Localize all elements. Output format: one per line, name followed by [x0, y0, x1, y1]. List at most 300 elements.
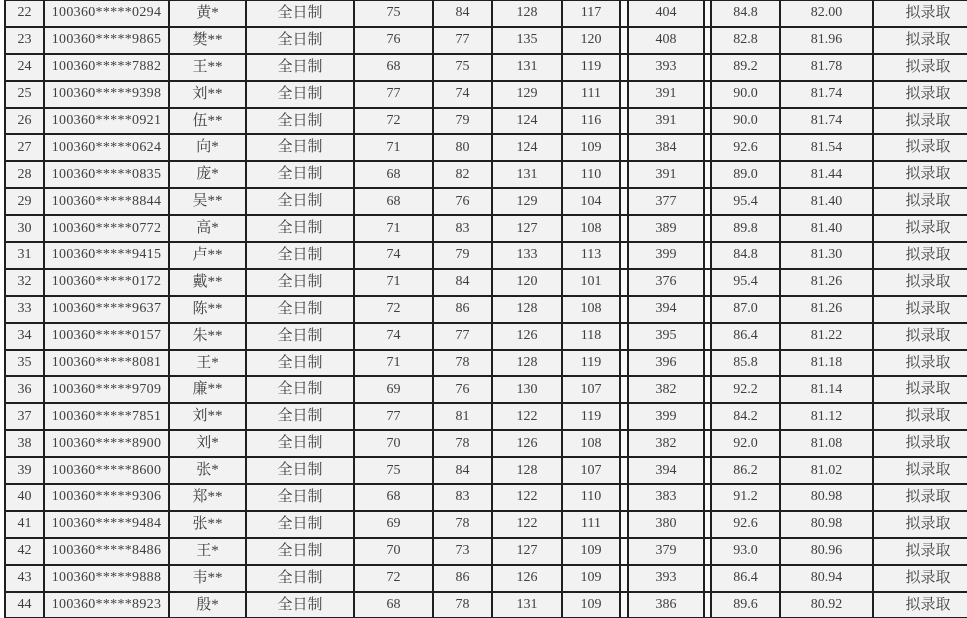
cell-admission-status: 拟录取	[873, 108, 967, 135]
cell-study-mode: 全日制	[246, 27, 354, 54]
cell-row-no: 31	[5, 242, 44, 269]
cell-total-score: 396	[628, 350, 704, 377]
cell-score-3: 130	[492, 376, 562, 403]
cell-name: 卢**	[169, 242, 246, 269]
cell-name: 高*	[169, 215, 246, 242]
cell-score-2: 86	[433, 296, 492, 323]
cell-admission-status: 拟录取	[873, 592, 967, 618]
cell-score-2: 83	[433, 215, 492, 242]
spacer-column-cell	[620, 430, 628, 457]
cell-score-2: 78	[433, 350, 492, 377]
cell-final-score: 81.02	[780, 457, 873, 484]
cell-score-1: 71	[354, 134, 433, 161]
cell-score-4: 107	[562, 457, 620, 484]
cell-score-4: 109	[562, 592, 620, 618]
cell-final-score: 81.74	[780, 108, 873, 135]
cell-admission-status: 拟录取	[873, 54, 967, 81]
spacer-column-cell	[704, 81, 711, 108]
cell-score-2: 79	[433, 242, 492, 269]
cell-score-1: 77	[354, 81, 433, 108]
cell-study-mode: 全日制	[246, 484, 354, 511]
cell-score-3: 131	[492, 592, 562, 618]
cell-score-1: 69	[354, 376, 433, 403]
table-row	[5, 0, 967, 27]
cell-admission-status: 拟录取	[873, 134, 967, 161]
cell-exam-id: 100360*****9398	[44, 81, 169, 108]
cell-exam-id: 100360*****9888	[44, 565, 169, 592]
cell-exam-id: 100360*****9306	[44, 484, 169, 511]
cell-row-no: 26	[5, 108, 44, 135]
cell-score-4: 116	[562, 108, 620, 135]
cell-name: 韦**	[169, 565, 246, 592]
cell-score-4: 111	[562, 511, 620, 538]
cell-exam-id: 100360*****0157	[44, 323, 169, 350]
spacer-column-cell	[620, 484, 628, 511]
cell-admission-status: 拟录取	[873, 350, 967, 377]
cell-row-no: 40	[5, 484, 44, 511]
cell-final-score: 81.22	[780, 323, 873, 350]
cell-final-score: 81.40	[780, 188, 873, 215]
cell-final-score: 81.78	[780, 54, 873, 81]
cell-name: 黄*	[169, 0, 246, 27]
cell-score-3: 133	[492, 242, 562, 269]
cell-score-2: 86	[433, 565, 492, 592]
cell-score-1: 68	[354, 188, 433, 215]
cell-score-3: 122	[492, 484, 562, 511]
cell-score-1: 76	[354, 27, 433, 54]
cell-admission-status: 拟录取	[873, 376, 967, 403]
cell-final-score: 81.44	[780, 161, 873, 188]
spacer-column-cell	[704, 0, 711, 27]
table-row	[5, 403, 967, 430]
cell-row-no: 42	[5, 538, 44, 565]
cell-score-3: 128	[492, 457, 562, 484]
cell-study-mode: 全日制	[246, 323, 354, 350]
cell-name: 庞*	[169, 161, 246, 188]
cell-name: 廉**	[169, 376, 246, 403]
cell-retest-score: 93.0	[711, 538, 780, 565]
cell-final-score: 81.74	[780, 81, 873, 108]
cell-name: 王*	[169, 350, 246, 377]
cell-score-2: 76	[433, 376, 492, 403]
table-row	[5, 565, 967, 592]
cell-exam-id: 100360*****0172	[44, 269, 169, 296]
cell-name: 王**	[169, 54, 246, 81]
cell-final-score: 81.12	[780, 403, 873, 430]
cell-score-1: 71	[354, 215, 433, 242]
spacer-column-cell	[704, 134, 711, 161]
cell-total-score: 383	[628, 484, 704, 511]
cell-total-score: 376	[628, 269, 704, 296]
cell-retest-score: 89.0	[711, 161, 780, 188]
cell-row-no: 43	[5, 565, 44, 592]
spacer-column-cell	[620, 323, 628, 350]
cell-study-mode: 全日制	[246, 511, 354, 538]
table-row	[5, 538, 967, 565]
cell-exam-id: 100360*****8486	[44, 538, 169, 565]
cell-exam-id: 100360*****8600	[44, 457, 169, 484]
cell-exam-id: 100360*****8844	[44, 188, 169, 215]
spacer-column-cell	[620, 511, 628, 538]
cell-exam-id: 100360*****8081	[44, 350, 169, 377]
cell-row-no: 29	[5, 188, 44, 215]
cell-exam-id: 100360*****9637	[44, 296, 169, 323]
cell-total-score: 382	[628, 376, 704, 403]
cell-total-score: 395	[628, 323, 704, 350]
cell-score-2: 78	[433, 592, 492, 618]
cell-total-score: 377	[628, 188, 704, 215]
cell-study-mode: 全日制	[246, 81, 354, 108]
cell-final-score: 81.26	[780, 296, 873, 323]
cell-admission-status: 拟录取	[873, 161, 967, 188]
cell-final-score: 81.54	[780, 134, 873, 161]
table-row	[5, 161, 967, 188]
cell-final-score: 80.98	[780, 484, 873, 511]
spacer-column-cell	[620, 242, 628, 269]
cell-study-mode: 全日制	[246, 430, 354, 457]
cell-retest-score: 91.2	[711, 484, 780, 511]
cell-admission-status: 拟录取	[873, 188, 967, 215]
cell-study-mode: 全日制	[246, 188, 354, 215]
table-row	[5, 376, 967, 403]
cell-exam-id: 100360*****0624	[44, 134, 169, 161]
cell-total-score: 384	[628, 134, 704, 161]
cell-score-3: 128	[492, 296, 562, 323]
cell-total-score: 382	[628, 430, 704, 457]
cell-score-4: 104	[562, 188, 620, 215]
spacer-column-cell	[704, 54, 711, 81]
cell-final-score: 80.98	[780, 511, 873, 538]
cell-admission-status: 拟录取	[873, 215, 967, 242]
spacer-column-cell	[704, 108, 711, 135]
cell-total-score: 394	[628, 457, 704, 484]
cell-score-2: 81	[433, 403, 492, 430]
cell-study-mode: 全日制	[246, 161, 354, 188]
table-row	[5, 188, 967, 215]
spacer-column-cell	[704, 484, 711, 511]
spacer-column-cell	[704, 376, 711, 403]
spacer-column-cell	[704, 457, 711, 484]
cell-score-2: 78	[433, 511, 492, 538]
cell-row-no: 33	[5, 296, 44, 323]
cell-score-4: 119	[562, 54, 620, 81]
cell-name: 刘*	[169, 430, 246, 457]
cell-total-score: 408	[628, 27, 704, 54]
spacer-column-cell	[704, 27, 711, 54]
table-row	[5, 592, 967, 618]
cell-study-mode: 全日制	[246, 592, 354, 618]
spacer-column-cell	[620, 134, 628, 161]
cell-score-2: 77	[433, 27, 492, 54]
cell-admission-status: 拟录取	[873, 323, 967, 350]
cell-score-1: 75	[354, 0, 433, 27]
cell-row-no: 27	[5, 134, 44, 161]
cell-score-3: 128	[492, 350, 562, 377]
cell-name: 向*	[169, 134, 246, 161]
cell-retest-score: 84.2	[711, 403, 780, 430]
cell-score-2: 77	[433, 323, 492, 350]
cell-score-3: 126	[492, 323, 562, 350]
cell-score-1: 71	[354, 269, 433, 296]
table-row	[5, 484, 967, 511]
cell-score-3: 131	[492, 161, 562, 188]
cell-name: 刘**	[169, 403, 246, 430]
spacer-column-cell	[620, 108, 628, 135]
cell-row-no: 23	[5, 27, 44, 54]
cell-score-1: 77	[354, 403, 433, 430]
cell-retest-score: 92.6	[711, 134, 780, 161]
cell-exam-id: 100360*****9415	[44, 242, 169, 269]
cell-score-1: 68	[354, 161, 433, 188]
spacer-column-cell	[704, 592, 711, 618]
cell-exam-id: 100360*****9709	[44, 376, 169, 403]
cell-retest-score: 82.8	[711, 27, 780, 54]
cell-row-no: 41	[5, 511, 44, 538]
table-row	[5, 296, 967, 323]
cell-row-no: 39	[5, 457, 44, 484]
cell-score-3: 127	[492, 215, 562, 242]
spacer-column-cell	[620, 457, 628, 484]
admission-table	[4, 0, 967, 618]
cell-score-3: 129	[492, 81, 562, 108]
cell-name: 张*	[169, 457, 246, 484]
spacer-column-cell	[704, 242, 711, 269]
cell-score-4: 110	[562, 161, 620, 188]
cell-retest-score: 86.2	[711, 457, 780, 484]
cell-score-4: 119	[562, 403, 620, 430]
cell-score-2: 78	[433, 430, 492, 457]
cell-final-score: 80.92	[780, 592, 873, 618]
cell-admission-status: 拟录取	[873, 296, 967, 323]
spacer-column-cell	[620, 81, 628, 108]
table-row	[5, 457, 967, 484]
cell-retest-score: 84.8	[711, 0, 780, 27]
cell-score-4: 109	[562, 538, 620, 565]
cell-score-4: 108	[562, 215, 620, 242]
cell-score-3: 124	[492, 108, 562, 135]
cell-retest-score: 90.0	[711, 108, 780, 135]
spacer-column-cell	[620, 215, 628, 242]
cell-score-2: 76	[433, 188, 492, 215]
cell-score-2: 82	[433, 161, 492, 188]
cell-admission-status: 拟录取	[873, 430, 967, 457]
cell-score-3: 135	[492, 27, 562, 54]
cell-row-no: 30	[5, 215, 44, 242]
cell-admission-status: 拟录取	[873, 403, 967, 430]
cell-study-mode: 全日制	[246, 242, 354, 269]
cell-retest-score: 90.0	[711, 81, 780, 108]
cell-name: 樊**	[169, 27, 246, 54]
cell-admission-status: 拟录取	[873, 269, 967, 296]
cell-final-score: 81.18	[780, 350, 873, 377]
cell-total-score: 380	[628, 511, 704, 538]
cell-admission-status: 拟录取	[873, 565, 967, 592]
cell-admission-status: 拟录取	[873, 242, 967, 269]
cell-study-mode: 全日制	[246, 376, 354, 403]
spacer-column-cell	[620, 296, 628, 323]
cell-score-1: 70	[354, 538, 433, 565]
cell-score-2: 84	[433, 269, 492, 296]
cell-name: 刘**	[169, 81, 246, 108]
cell-admission-status: 拟录取	[873, 81, 967, 108]
cell-total-score: 386	[628, 592, 704, 618]
cell-final-score: 81.96	[780, 27, 873, 54]
cell-score-3: 128	[492, 0, 562, 27]
spacer-column-cell	[704, 161, 711, 188]
cell-score-3: 122	[492, 511, 562, 538]
spacer-column-cell	[704, 188, 711, 215]
cell-total-score: 391	[628, 161, 704, 188]
spacer-column-cell	[704, 296, 711, 323]
cell-score-3: 126	[492, 565, 562, 592]
cell-study-mode: 全日制	[246, 457, 354, 484]
cell-retest-score: 86.4	[711, 565, 780, 592]
cell-study-mode: 全日制	[246, 296, 354, 323]
cell-score-3: 122	[492, 403, 562, 430]
cell-name: 戴**	[169, 269, 246, 296]
cell-retest-score: 89.8	[711, 215, 780, 242]
cell-score-2: 80	[433, 134, 492, 161]
cell-name: 陈**	[169, 296, 246, 323]
cell-name: 王*	[169, 538, 246, 565]
cell-name: 郑**	[169, 484, 246, 511]
cell-retest-score: 92.0	[711, 430, 780, 457]
cell-name: 殷*	[169, 592, 246, 618]
cell-score-3: 129	[492, 188, 562, 215]
cell-total-score: 399	[628, 403, 704, 430]
cell-admission-status: 拟录取	[873, 511, 967, 538]
cell-score-1: 70	[354, 430, 433, 457]
cell-name: 张**	[169, 511, 246, 538]
cell-total-score: 404	[628, 0, 704, 27]
cell-exam-id: 100360*****0772	[44, 215, 169, 242]
cell-score-2: 79	[433, 108, 492, 135]
cell-row-no: 24	[5, 54, 44, 81]
cell-final-score: 81.40	[780, 215, 873, 242]
cell-row-no: 22	[5, 0, 44, 27]
cell-retest-score: 92.6	[711, 511, 780, 538]
cell-score-3: 127	[492, 538, 562, 565]
spacer-column-cell	[704, 565, 711, 592]
cell-score-1: 74	[354, 242, 433, 269]
cell-score-1: 72	[354, 565, 433, 592]
cell-study-mode: 全日制	[246, 215, 354, 242]
cell-score-4: 111	[562, 81, 620, 108]
cell-admission-status: 拟录取	[873, 484, 967, 511]
cell-final-score: 81.26	[780, 269, 873, 296]
cell-row-no: 35	[5, 350, 44, 377]
table-row	[5, 323, 967, 350]
cell-score-2: 75	[433, 54, 492, 81]
cell-name: 伍**	[169, 108, 246, 135]
cell-score-1: 72	[354, 296, 433, 323]
spacer-column-cell	[620, 403, 628, 430]
cell-final-score: 81.30	[780, 242, 873, 269]
cell-score-3: 131	[492, 54, 562, 81]
cell-row-no: 44	[5, 592, 44, 618]
table-row	[5, 350, 967, 377]
cell-study-mode: 全日制	[246, 0, 354, 27]
table-row	[5, 269, 967, 296]
table-row	[5, 27, 967, 54]
cell-study-mode: 全日制	[246, 108, 354, 135]
cell-name: 吴**	[169, 188, 246, 215]
cell-final-score: 80.94	[780, 565, 873, 592]
spacer-column-cell	[620, 565, 628, 592]
cell-total-score: 379	[628, 538, 704, 565]
spacer-column-cell	[704, 350, 711, 377]
cell-score-1: 72	[354, 108, 433, 135]
cell-final-score: 80.96	[780, 538, 873, 565]
spacer-column-cell	[704, 269, 711, 296]
cell-score-2: 83	[433, 484, 492, 511]
cell-retest-score: 95.4	[711, 269, 780, 296]
spacer-column-cell	[704, 323, 711, 350]
table-row	[5, 134, 967, 161]
cell-total-score: 399	[628, 242, 704, 269]
cell-study-mode: 全日制	[246, 134, 354, 161]
spacer-column-cell	[704, 511, 711, 538]
cell-row-no: 34	[5, 323, 44, 350]
cell-admission-status: 拟录取	[873, 457, 967, 484]
cell-admission-status: 拟录取	[873, 538, 967, 565]
cell-score-2: 73	[433, 538, 492, 565]
cell-exam-id: 100360*****0921	[44, 108, 169, 135]
cell-exam-id: 100360*****8900	[44, 430, 169, 457]
cell-total-score: 394	[628, 296, 704, 323]
table-row	[5, 54, 967, 81]
cell-score-1: 68	[354, 484, 433, 511]
cell-score-2: 74	[433, 81, 492, 108]
cell-admission-status: 拟录取	[873, 0, 967, 27]
spacer-column-cell	[704, 430, 711, 457]
spacer-column-cell	[704, 215, 711, 242]
cell-score-1: 75	[354, 457, 433, 484]
cell-score-4: 101	[562, 269, 620, 296]
cell-row-no: 37	[5, 403, 44, 430]
cell-study-mode: 全日制	[246, 403, 354, 430]
table-row	[5, 511, 967, 538]
cell-total-score: 389	[628, 215, 704, 242]
cell-score-4: 109	[562, 134, 620, 161]
cell-score-4: 119	[562, 350, 620, 377]
cell-score-1: 68	[354, 592, 433, 618]
cell-retest-score: 89.2	[711, 54, 780, 81]
cell-total-score: 393	[628, 54, 704, 81]
table-row	[5, 430, 967, 457]
cell-name: 朱**	[169, 323, 246, 350]
cell-final-score: 82.00	[780, 0, 873, 27]
cell-admission-status: 拟录取	[873, 27, 967, 54]
cell-score-4: 118	[562, 323, 620, 350]
cell-exam-id: 100360*****9484	[44, 511, 169, 538]
cell-row-no: 36	[5, 376, 44, 403]
cell-study-mode: 全日制	[246, 350, 354, 377]
cell-total-score: 393	[628, 565, 704, 592]
cell-score-4: 117	[562, 0, 620, 27]
cell-exam-id: 100360*****7851	[44, 403, 169, 430]
table-row	[5, 81, 967, 108]
cell-retest-score: 92.2	[711, 376, 780, 403]
spacer-column-cell	[704, 403, 711, 430]
cell-final-score: 81.08	[780, 430, 873, 457]
cell-score-4: 108	[562, 430, 620, 457]
cell-exam-id: 100360*****9865	[44, 27, 169, 54]
cell-score-2: 84	[433, 457, 492, 484]
cell-score-1: 69	[354, 511, 433, 538]
cell-retest-score: 95.4	[711, 188, 780, 215]
cell-score-3: 124	[492, 134, 562, 161]
